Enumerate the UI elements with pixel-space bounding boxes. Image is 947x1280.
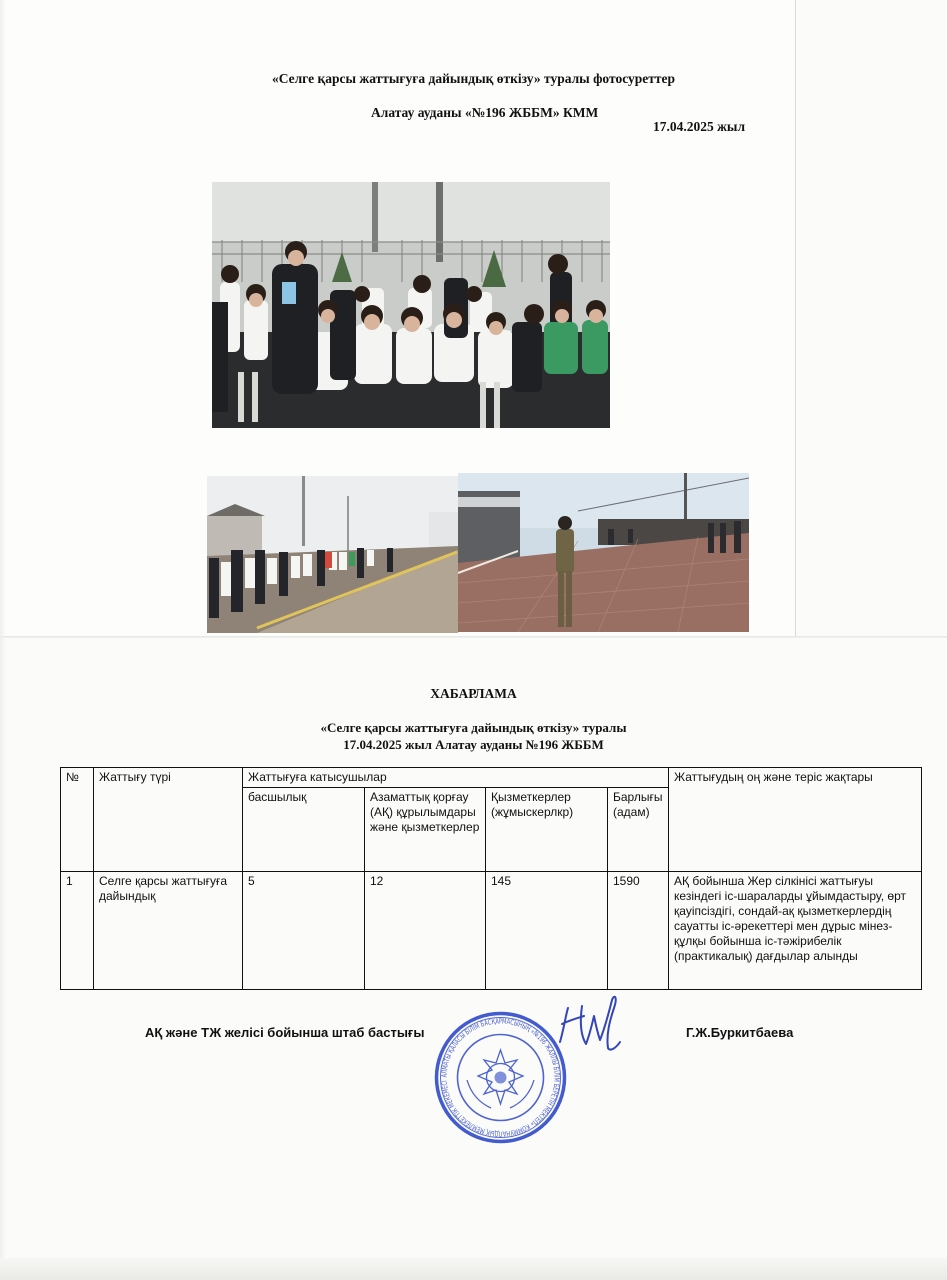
cell-evaluation: АҚ бойынша Жер сілкінісі жаттығуы кезіндегі іс-шараларды ұйымдастыру, өрт қауіпсіздігі, сондай-ақ қызметкерлердің сауатты іс-әрекеттері мен дұрыс мінез-құлқы бойынша іс-тәжірибелік (практикалық) дағдылар алынды [669,872,922,990]
signer-role: АҚ және ТЖ желісі бойынша штаб бастығы [145,1025,425,1040]
cell-management: 5 [243,872,365,990]
header-civil-protection: Азаматтық қорғау (АҚ) құрылымдары және қызметкерлер [365,788,486,872]
header-number: № [61,768,94,872]
header-evaluation: Жаттығудың оң және теріс жақтары [669,768,922,872]
scan-shadow-left [0,0,6,1280]
exercise-report-table [60,767,922,990]
table-row [61,872,922,990]
page-fold [0,636,947,638]
cell-total: 1590 [608,872,669,990]
notice-title: ХАБАРЛАМА [430,686,517,701]
scan-shadow-bottom [0,1258,947,1280]
header-total: Барлығы (адам) [608,788,669,872]
signer-name: Г.Ж.Буркитбаева [686,1025,794,1040]
photo-students-line [207,476,458,633]
photo-instructor-yard [458,473,749,632]
cell-employees: 145 [486,872,608,990]
school-name: Алатау ауданы «№196 ЖББМ» КММ [371,105,599,120]
official-stamp [433,1010,568,1145]
notice-subtitle-line2: 17.04.2025 жыл Алатау ауданы №196 ЖББМ [343,737,604,752]
report-date: 17.04.2025 жыл [653,119,746,134]
handwritten-signature [552,990,624,1060]
sheet-edge [795,0,796,636]
header-management: басшылық [243,788,365,872]
header-exercise-type: Жаттығу түрі [94,768,243,872]
cell-exercise-type: Селге қарсы жаттығуға дайындық [94,872,243,990]
cell-number: 1 [61,872,94,990]
table-header-row [61,768,922,788]
photo-report-title: «Селге қарсы жаттығуға дайындық өткізу» туралы фотосуреттер [271,71,676,86]
header-employees: Қызметкерлер (жұмыскерлкр) [486,788,608,872]
header-participants: Жаттығуға катысушылар [243,768,669,788]
notice-subtitle-line1: «Селге қарсы жаттығуға дайындық өткізу» туралы [320,720,627,735]
photo-students-group [212,182,610,428]
svg-text:АЛМАТЫ ҚАЛАСЫ БІЛІМ БАСҚАРМАСЫ: АЛМАТЫ ҚАЛАСЫ БІЛІМ БАСҚАРМАСЫНЫҢ «№196 ЖАЛПЫ БІЛІМ БЕРЕТІН МЕКТЕП» КОММУНАЛДЫҚ МЕМЛЕКЕТТІК МЕКЕМЕСІ [439,1016,562,1139]
cell-civil-protection: 12 [365,872,486,990]
